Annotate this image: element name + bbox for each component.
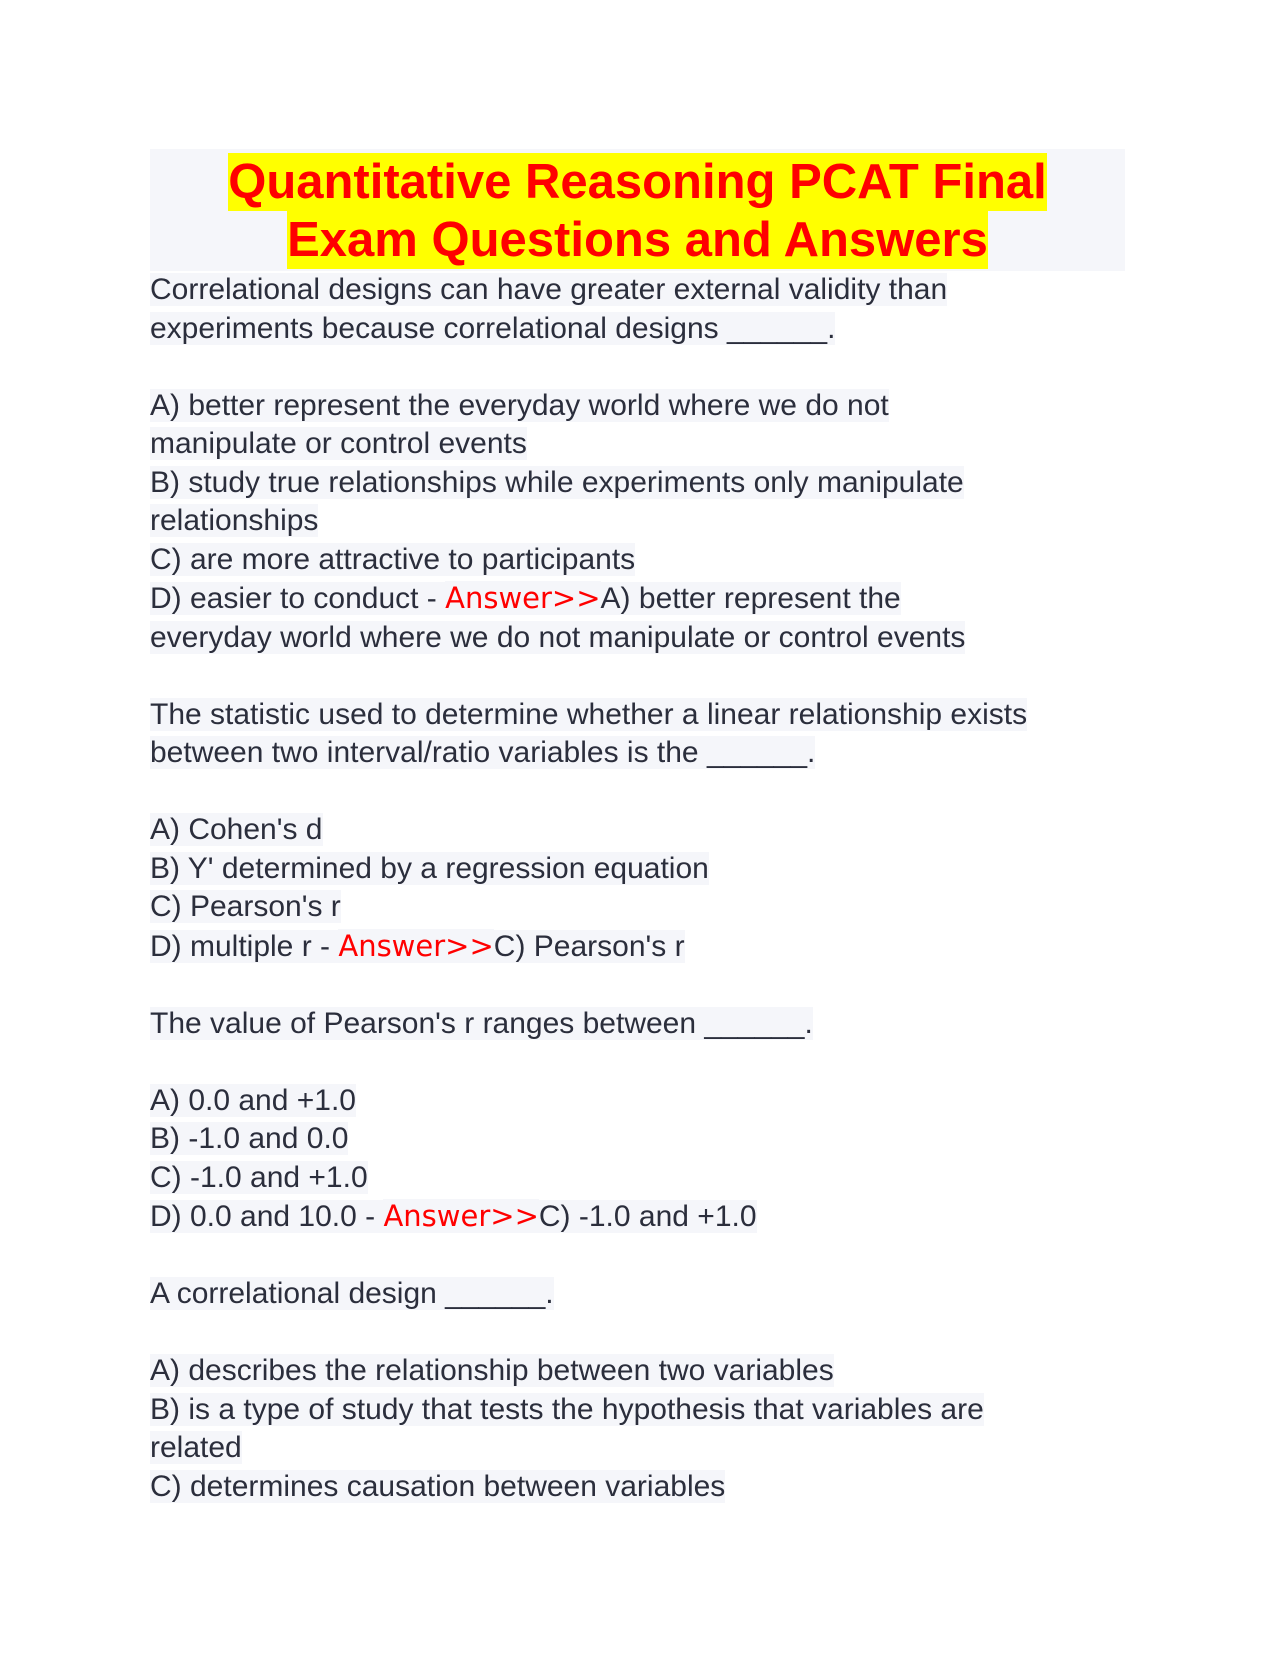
answer-option: manipulate or control events bbox=[150, 427, 527, 460]
text-line bbox=[150, 619, 1125, 658]
question-block bbox=[150, 1005, 1125, 1237]
answer-option: C) are more attractive to participants bbox=[150, 542, 636, 576]
question-stem: The statistic used to determine whether a linear relationship exists bbox=[150, 697, 1028, 731]
answer-option: B) Y' determined by a regression equation bbox=[150, 851, 709, 885]
text-line bbox=[150, 1429, 1125, 1468]
text-line bbox=[150, 1468, 1125, 1507]
text-line bbox=[150, 927, 1125, 967]
spacer bbox=[150, 966, 1125, 1005]
spacer bbox=[150, 773, 1125, 812]
text-line bbox=[150, 850, 1125, 889]
answer-option: B) study true relationships while experiments only manipulate bbox=[150, 465, 964, 499]
correct-answer: C) -1.0 and +1.0 bbox=[538, 1200, 757, 1233]
text-line bbox=[150, 1275, 1125, 1314]
question-block bbox=[150, 271, 1125, 657]
text-line bbox=[150, 734, 1125, 773]
question-stem: between two interval/ratio variables is the ______. bbox=[150, 736, 816, 769]
text-line bbox=[150, 271, 1125, 310]
text-line bbox=[150, 1082, 1125, 1121]
answer-option: C) Pearson's r bbox=[150, 890, 341, 923]
text-line bbox=[150, 1005, 1125, 1044]
text-line bbox=[150, 1120, 1125, 1159]
answer-option: A) describes the relationship between two variables bbox=[150, 1354, 834, 1387]
text-line bbox=[150, 1197, 1125, 1237]
correct-answer: C) Pearson's r bbox=[493, 929, 685, 963]
answer-marker: Answer>> bbox=[338, 928, 494, 963]
question-block bbox=[150, 1275, 1125, 1506]
answer-option: B) -1.0 and 0.0 bbox=[150, 1122, 349, 1155]
question-block bbox=[150, 696, 1125, 967]
answer-option: A) better represent the everyday world where we do not bbox=[150, 388, 889, 422]
text-line bbox=[150, 387, 1125, 426]
answer-option: D) multiple r - bbox=[150, 929, 339, 963]
answer-option: C) -1.0 and +1.0 bbox=[150, 1160, 368, 1194]
text-line bbox=[150, 696, 1125, 735]
answer-marker: Answer>> bbox=[383, 1199, 539, 1233]
text-line bbox=[150, 1159, 1125, 1198]
question-stem: Correlational designs can have greater external validity than bbox=[150, 273, 948, 306]
question-stem: A correlational design ______. bbox=[150, 1277, 554, 1310]
answer-option: D) 0.0 and 10.0 - bbox=[150, 1200, 384, 1233]
answer-option: relationships bbox=[150, 504, 319, 537]
text-line bbox=[150, 502, 1125, 541]
text-line bbox=[150, 1391, 1125, 1430]
spacer bbox=[150, 348, 1125, 387]
title-line: Exam Questions and Answers bbox=[287, 213, 988, 267]
answer-option: C) determines causation between variables bbox=[150, 1469, 726, 1503]
title-line: Quantitative Reasoning PCAT Final bbox=[228, 155, 1047, 209]
correct-answer: everyday world where we do not manipulate or control events bbox=[150, 620, 966, 654]
spacer bbox=[150, 1237, 1125, 1276]
document-page bbox=[150, 149, 1125, 1506]
answer-option: related bbox=[150, 1431, 242, 1464]
text-line bbox=[150, 579, 1125, 619]
text-line bbox=[150, 310, 1125, 349]
answer-option: B) is a type of study that tests the hypothesis that variables are bbox=[150, 1392, 984, 1426]
answer-option: A) 0.0 and +1.0 bbox=[150, 1083, 356, 1117]
answer-marker: Answer>> bbox=[445, 581, 601, 615]
correct-answer: A) better represent the bbox=[600, 582, 901, 615]
text-line bbox=[150, 425, 1125, 464]
spacer bbox=[150, 1314, 1125, 1353]
question-list bbox=[150, 271, 1125, 1506]
text-line bbox=[150, 888, 1125, 927]
spacer bbox=[150, 657, 1125, 696]
text-line bbox=[150, 464, 1125, 503]
text-line bbox=[150, 541, 1125, 580]
spacer bbox=[150, 1043, 1125, 1082]
answer-option: A) Cohen's d bbox=[150, 813, 323, 846]
text-line bbox=[150, 1352, 1125, 1391]
document-title bbox=[150, 149, 1125, 271]
question-stem: experiments because correlational designs ______. bbox=[150, 311, 836, 345]
answer-option: D) easier to conduct - bbox=[150, 582, 446, 615]
question-stem: The value of Pearson's r ranges between ______. bbox=[150, 1006, 813, 1040]
text-line bbox=[150, 811, 1125, 850]
